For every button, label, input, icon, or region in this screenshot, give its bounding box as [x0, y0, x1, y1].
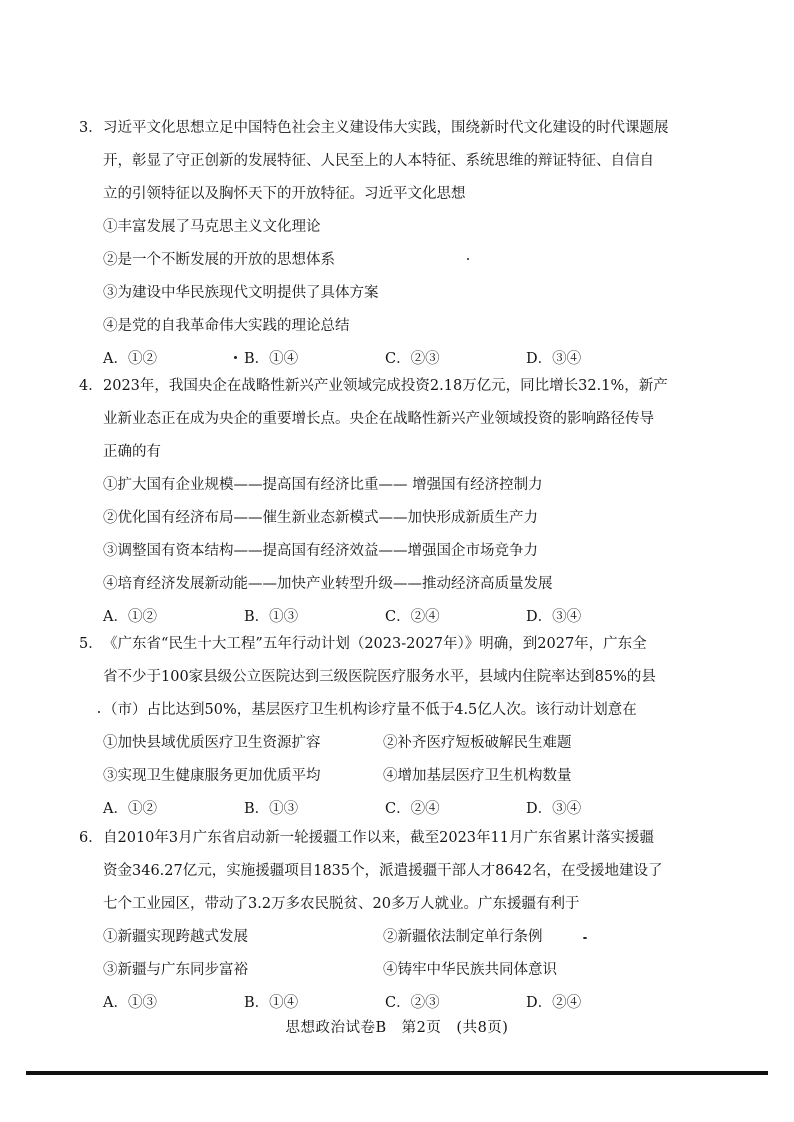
- page-footer: 思想政治试卷B 第2页 (共8页): [285, 1020, 509, 1036]
- question-stem-line: 开，彰显了守正创新的发展特征、人民至上的人本特征、系统思维的辩证特征、自信自: [103, 153, 654, 169]
- option-2: ②新疆依法制定单行条例: [383, 929, 543, 945]
- answer-b[interactable]: B．①③: [244, 801, 299, 817]
- option-3: ③实现卫生健康服务更加优质平均: [103, 768, 321, 784]
- bottom-rule: [26, 1071, 768, 1075]
- option-3: ③新疆与广东同步富裕: [103, 962, 248, 978]
- option-3: ③调整国有资本结构——提高国有经济效益——增强国企市场竞争力: [103, 543, 538, 559]
- question-4: [79, 370, 703, 634]
- answer-b[interactable]: B．①④: [244, 351, 299, 367]
- question-stem-line: （市）占比达到50%，基层医疗卫生机构诊疗量不低于4.5亿人次。该行动计划意在: [103, 702, 637, 718]
- answer-a[interactable]: A．①②: [103, 609, 157, 625]
- answer-d[interactable]: D．③④: [526, 609, 582, 625]
- option-4: ④增加基层医疗卫生机构数量: [383, 768, 572, 784]
- option-2: ②是一个不断发展的开放的思想体系: [103, 252, 335, 268]
- question-stem-line: 业新业态正在成为央企的重要增长点。央企在战略性新兴产业领域投资的影响路径传导: [103, 411, 654, 427]
- question-stem-line: 4．2023年，我国央企在战略性新兴产业领域完成投资2.18万亿元，同比增长32.1%，新产: [79, 370, 703, 403]
- answer-d[interactable]: D．②④: [526, 995, 582, 1011]
- question-stem-line: 5．《广东省“民生十大工程”五年行动计划（2023-2027年）》明确，到2027年，广东全: [79, 628, 703, 661]
- answer-a[interactable]: A．①②: [103, 351, 157, 367]
- option-3: ③为建设中华民族现代文明提供了具体方案: [103, 285, 379, 301]
- answer-b[interactable]: B．①④: [244, 995, 299, 1011]
- answer-c[interactable]: C．②④: [385, 801, 440, 817]
- question-5: [79, 628, 703, 826]
- option-1: ①新疆实现跨越式发展: [103, 929, 248, 945]
- question-stem-line: 资金346.27亿元，实施援疆项目1835个，派遣援疆干部人才8642名，在受援地建设了: [103, 863, 663, 879]
- question-stem-line: 省不少于100家县级公立医院达到三级医院医疗服务水平，县域内住院率达到85%的县: [103, 669, 656, 685]
- option-row: [103, 760, 703, 793]
- option-1: ①扩大国有企业规模——提高国有经济比重—— 增强国有经济控制力: [103, 477, 543, 493]
- option-1: ①丰富发展了马克思主义文化理论: [103, 219, 321, 235]
- question-stem-line: 3．习近平文化思想立足中国特色社会主义建设伟大实践，围绕新时代文化建设的时代课题展: [79, 112, 703, 145]
- question-number: 6．: [79, 830, 103, 846]
- scan-speck: [467, 258, 469, 260]
- option-row: [103, 727, 703, 760]
- answer-b[interactable]: B．①③: [244, 609, 299, 625]
- option-row: [103, 954, 703, 987]
- scan-speck: [583, 937, 587, 939]
- question-6: [79, 822, 703, 1020]
- answer-a[interactable]: A．①②: [103, 801, 157, 817]
- question-3: [79, 112, 703, 376]
- option-2: ②优化国有经济布局——催生新业态新模式——加快形成新质生产力: [103, 510, 538, 526]
- option-row: [103, 921, 703, 954]
- scan-speck: [234, 356, 237, 359]
- question-stem-line: 七个工业园区，带动了3.2万多农民脱贫、20多万人就业。广东援疆有利于: [103, 896, 580, 912]
- answer-c[interactable]: C．②④: [385, 609, 440, 625]
- option-4: ④铸牢中华民族共同体意识: [383, 962, 557, 978]
- question-number: 4．: [79, 378, 103, 394]
- option-1: ①加快县域优质医疗卫生资源扩容: [103, 735, 321, 751]
- question-number: 5．: [79, 636, 103, 652]
- answer-d[interactable]: D．③④: [526, 801, 582, 817]
- answer-d[interactable]: D．③④: [526, 351, 582, 367]
- scan-speck: [98, 711, 100, 713]
- question-number: 3．: [79, 120, 103, 136]
- question-stem-line: 正确的有: [103, 444, 161, 460]
- question-stem-line: 6．自2010年3月广东省启动新一轮援疆工作以来，截至2023年11月广东省累计落实援疆: [79, 822, 703, 855]
- answer-c[interactable]: C．②③: [385, 995, 440, 1011]
- answer-a[interactable]: A．①③: [103, 995, 157, 1011]
- answer-c[interactable]: C．②③: [385, 351, 440, 367]
- option-4: ④培育经济发展新动能——加快产业转型升级——推动经济高质量发展: [103, 576, 553, 592]
- option-2: ②补齐医疗短板破解民生难题: [383, 735, 572, 751]
- question-stem-line: 立的引领特征以及胸怀天下的开放特征。习近平文化思想: [103, 186, 466, 202]
- option-4: ④是党的自我革命伟大实践的理论总结: [103, 318, 350, 334]
